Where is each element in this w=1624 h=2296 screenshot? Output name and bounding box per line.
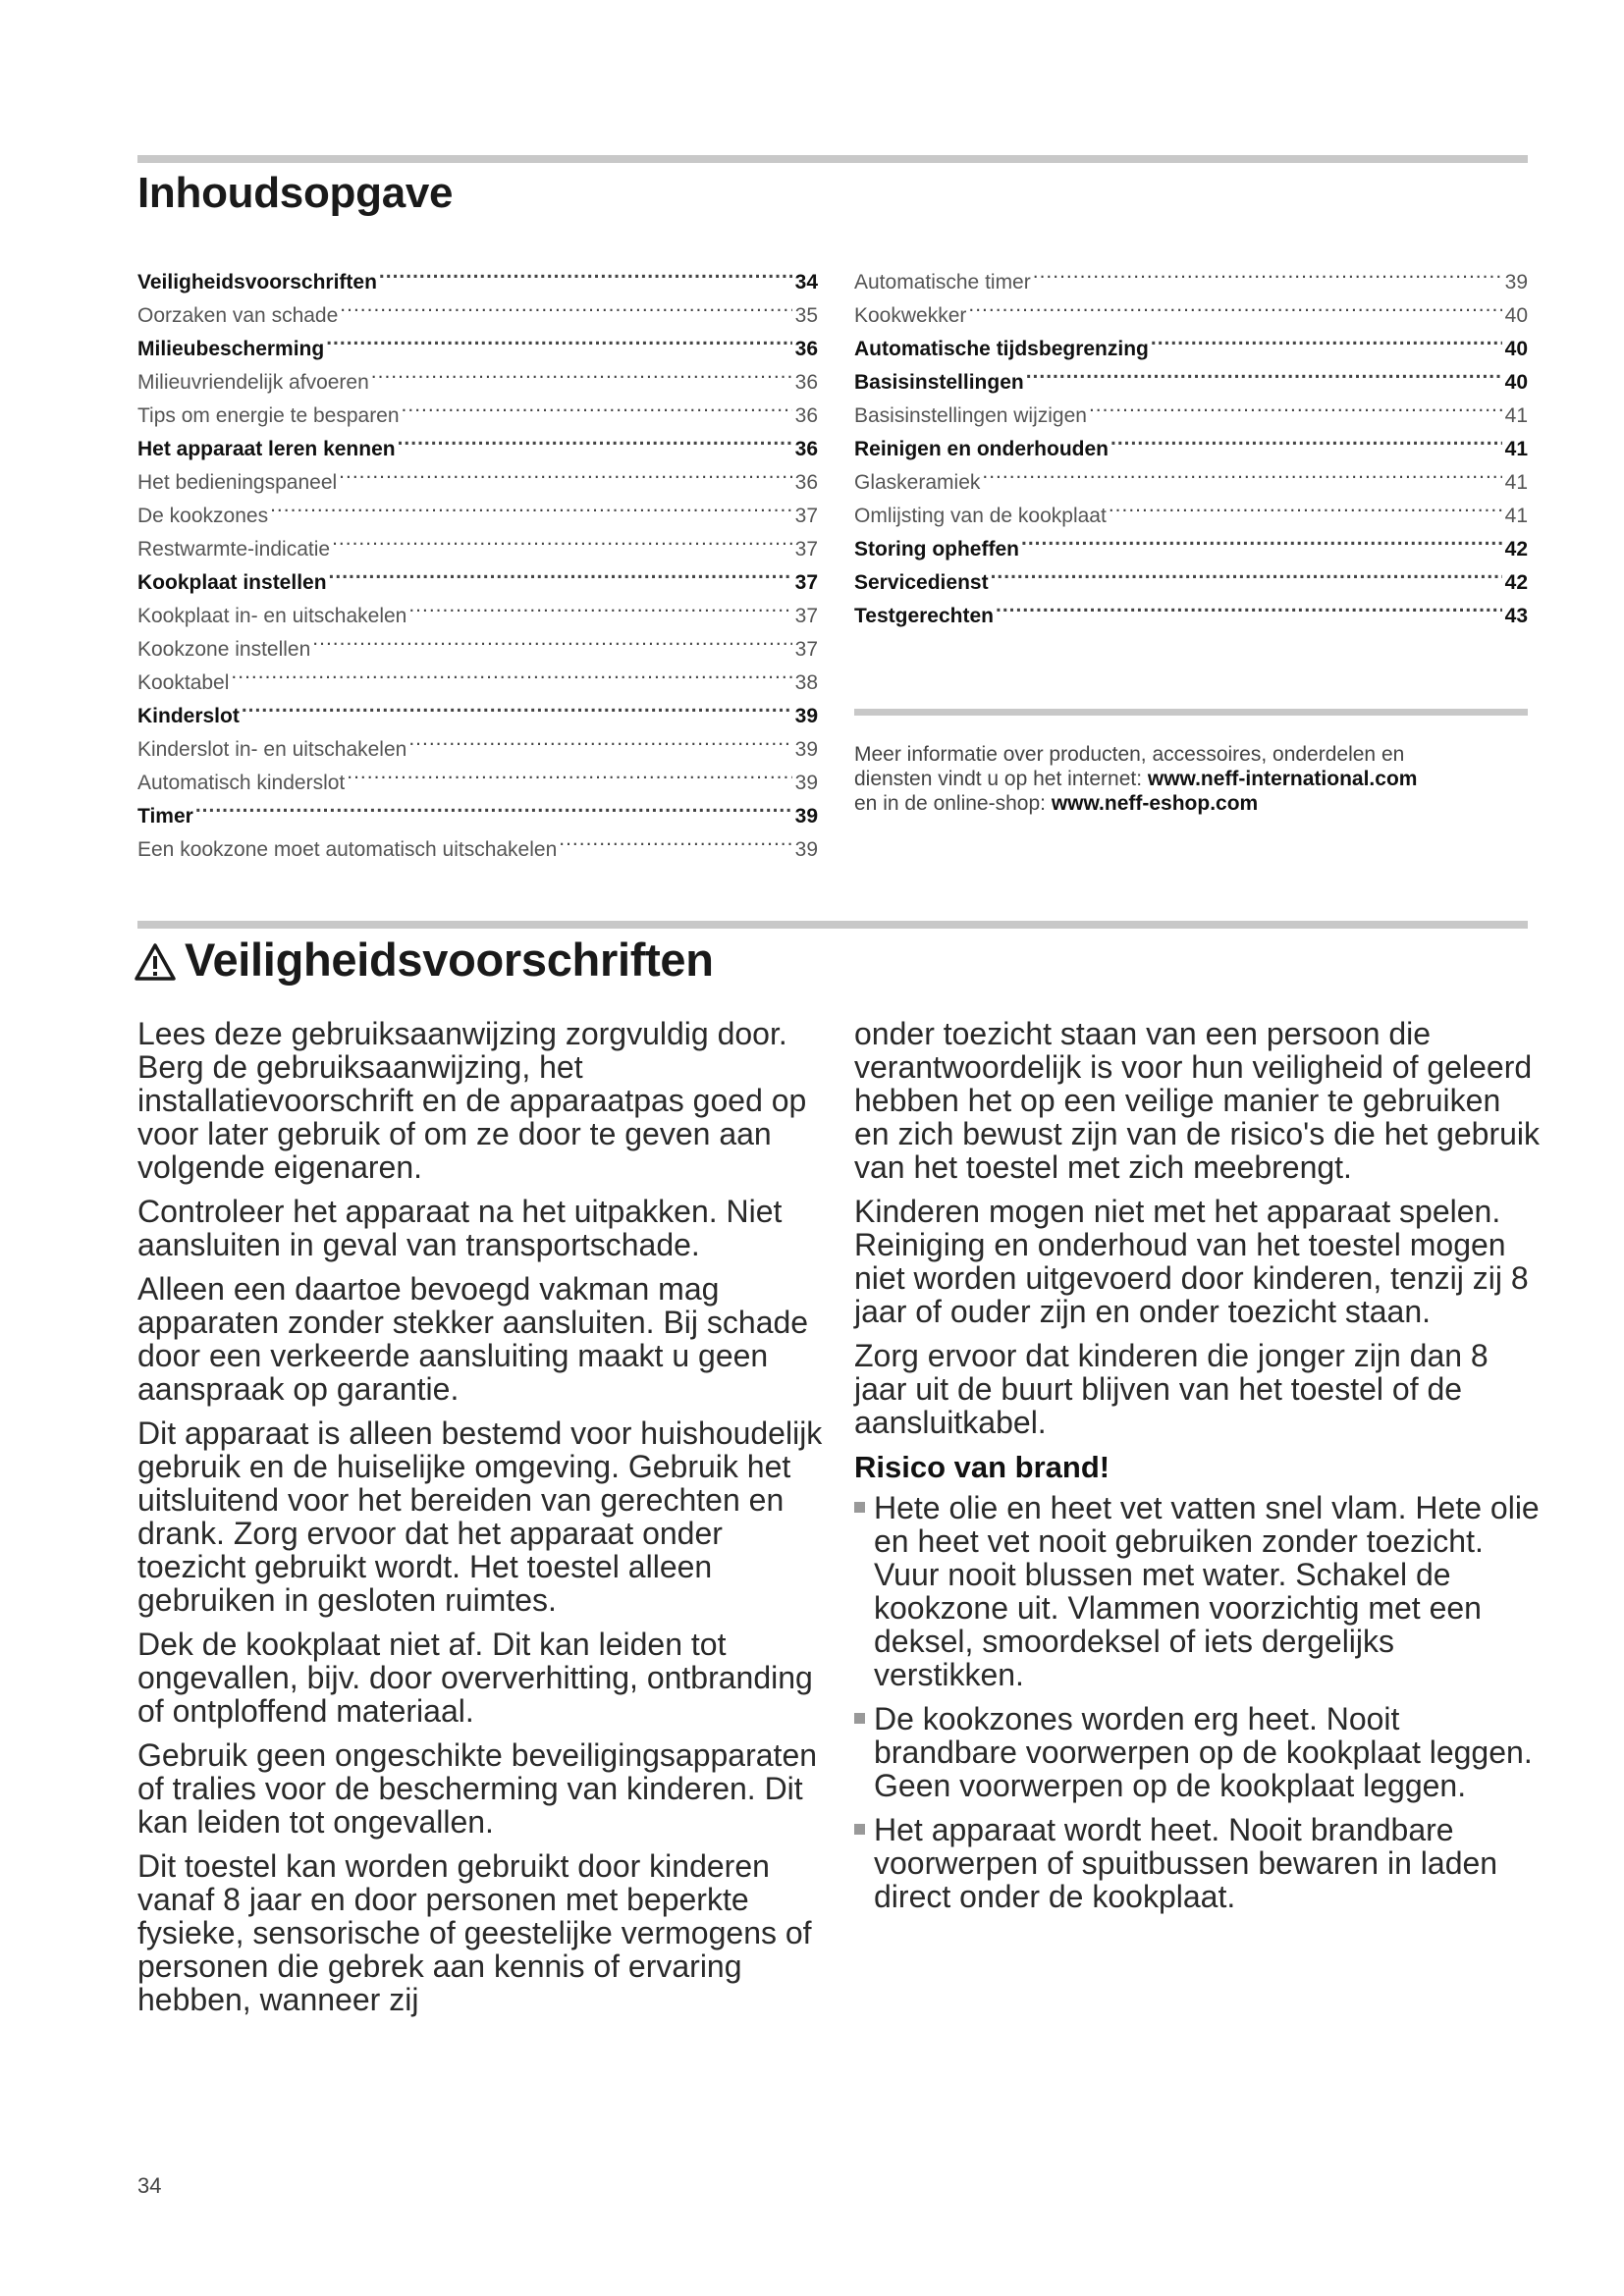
toc-entry[interactable] [137,656,818,694]
list-item-text: De kookzones worden erg heet. Nooit brandbare voorwerpen op de kookplaat leggen. Geen voorwerpen op de kookplaat leggen. [874,1701,1533,1803]
paragraph: Dek de kookplaat niet af. Dit kan leiden tot ongevallen, bijv. door oververhitting, ontbranding of ontploffend materiaal. [137,1627,813,1729]
bullet-square-icon [854,1824,865,1835]
paragraph: Controleer het apparaat na het uitpakken. Niet aansluiten in geval van transportschade. [137,1194,783,1262]
toc-entry-title: Milieubescherming [137,338,325,360]
page-number: 34 [137,2173,162,2198]
toc-entry-page: 36 [794,471,818,494]
toc-entry-title: Kookzone instellen [137,638,311,661]
toc-entry-page: 43 [1504,605,1528,627]
toc-leader-dots [326,322,791,355]
toc-entry[interactable] [137,823,818,861]
toc-entry-page: 41 [1504,404,1528,427]
toc-entry-page: 37 [794,538,818,561]
toc-entry-title: Het bedieningspaneel [137,471,338,494]
toc-entry[interactable] [137,255,818,294]
paragraph: Kinderen mogen niet met het apparaat spelen. Reiniging en onderhoud van het toestel mogen niet worden uitgevoerd door kinderen, tenzij zij 8 jaar of ouder zijn en onder toezicht staan. [854,1194,1529,1329]
toc-entry-title: Automatisch kinderslot [137,772,346,794]
toc-entry-page: 39 [1504,271,1528,294]
toc-entry-title: Kookplaat instellen [137,571,327,594]
toc-entry-page: 39 [794,805,818,828]
toc-entry-title: Kinderslot [137,705,240,727]
list-item [854,1491,1542,1691]
warning-triangle-icon [134,938,177,992]
toc-entry-page: 39 [794,738,818,761]
toc-leader-dots [1109,489,1502,522]
toc-leader-dots [991,556,1502,589]
paragraph: onder toezicht staan van een persoon die verantwoordelijk is voor hun veiligheid of geleerd hebben het op een veilige manier te gebruiken en zich bewust zijn van de risico's die het gebruik van het toestel met zich meebrengt. [854,1016,1541,1185]
info-box [854,742,1532,816]
toc-entry-page: 42 [1504,538,1528,561]
fire-risk-list [854,1491,1542,1913]
toc-entry-page: 36 [794,438,818,460]
toc-leader-dots [329,556,792,589]
toc-entry-page: 37 [794,605,818,627]
eshop-link[interactable]: www.neff-eshop.com [1051,792,1259,815]
bullet-square-icon [854,1502,865,1513]
toc-leader-dots [1089,389,1502,422]
toc-left-column [137,255,818,861]
safety-title: Veiligheidsvoorschriften [134,933,714,992]
toc-entry-title: Glaskeramiek [854,471,981,494]
paragraph: Zorg ervoor dat kinderen die jonger zijn dan 8 jaar uit de buurt blijven van het toestel of de aansluitkabel. [854,1338,1489,1440]
toc-entry[interactable] [137,789,818,828]
toc-leader-dots [1151,322,1502,355]
toc-leader-dots [195,789,792,823]
toc-entry-page: 40 [1504,371,1528,394]
toc-entry-page: 37 [794,505,818,527]
toc-entry-page: 40 [1504,304,1528,327]
list-item-text: Hete olie en heet vet vatten snel vlam. Hete olie en heet vet nooit gebruiken zonder toezicht. Vuur nooit blussen met water. Schakel de kookzone uit. Vlammen voorzichtig met een deksel, smoordeksel of iets dergelijks verstikken. [874,1490,1540,1692]
toc-entry-page: 40 [1504,338,1528,360]
safety-left-column [137,1017,825,2027]
toc-entry-title: Automatische tijdsbegrenzing [854,338,1149,360]
list-item [854,1702,1542,1802]
toc-leader-dots [1026,355,1502,389]
toc-leader-dots [339,455,791,489]
toc-right-column [854,255,1528,627]
toc-entry-title: Basisinstellingen [854,371,1024,394]
toc-leader-dots [1110,422,1502,455]
toc-entry-page: 38 [794,671,818,694]
toc-leader-dots [982,455,1501,489]
toc-entry-title: Timer [137,805,193,828]
toc-entry-page: 39 [794,772,818,794]
toc-entry-page: 39 [794,838,818,861]
paragraph: Lees deze gebruiksaanwijzing zorgvuldig door. Berg de gebruiksaanwijzing, het installatievoorschrift en de apparaatpas goed op voor later gebruik of om ze door te geven aan volgende eigenaren. [137,1016,807,1185]
toc-leader-dots [968,289,1501,322]
info-rule [854,709,1528,716]
toc-leader-dots [398,422,792,455]
toc-leader-dots [408,589,791,622]
toc-entry-title: Servicedienst [854,571,989,594]
toc-entry-page: 36 [794,338,818,360]
paragraph: Dit apparaat is alleen bestemd voor huishoudelijk gebruik en de huiselijke omgeving. Gebruik het uitsluitend voor het bereiden van gerechten en drank. Zorg ervoor dat het apparaat onder toezicht gebruikt wordt. Het toestel alleen gebruiken in gesloten ruimtes. [137,1415,823,1618]
toc-entry-page: 39 [794,705,818,727]
toc-entry-title: De kookzones [137,505,269,527]
toc-entry-title: Oorzaken van schade [137,304,339,327]
toc-leader-dots [347,756,791,789]
website-link[interactable]: www.neff-international.com [1147,768,1418,790]
toc-entry-title: Kooktabel [137,671,230,694]
toc-entry-title: Veiligheidsvoorschriften [137,271,377,294]
toc-leader-dots [332,522,792,556]
toc-leader-dots [1033,255,1502,289]
toc-entry-page: 36 [794,404,818,427]
paragraph: Alleen een daartoe bevoegd vakman mag apparaten zonder stekker aansluiten. Bij schade door een verkeerde aansluiting maakt u geen aanspraak op garantie. [137,1271,809,1407]
toc-leader-dots [270,489,792,522]
toc-entry-title: Het apparaat leren kennen [137,438,396,460]
toc-leader-dots [340,289,791,322]
safety-rule [137,921,1528,929]
toc-entry-page: 34 [794,271,818,294]
info-line-3: en in de online-shop: www.neff-eshop.com [854,792,1259,815]
toc-leader-dots [559,823,791,856]
toc-entry-title: Basisinstellingen wijzigen [854,404,1087,427]
toc-entry-page: 42 [1504,571,1528,594]
toc-entry-title: Omlijsting van de kookplaat [854,505,1107,527]
toc-leader-dots [408,722,791,756]
toc-entry[interactable] [137,689,818,727]
toc-entry-title: Automatische timer [854,271,1031,294]
list-item-text: Het apparaat wordt heet. Nooit brandbare voorwerpen of spuitbussen bewaren in laden direct onder de kookplaat. [874,1812,1498,1914]
toc-entry-title: Storing opheffen [854,538,1019,561]
toc-entry-title: Een kookzone moet automatisch uitschakelen [137,838,558,861]
toc-entry-title: Restwarmte-indicatie [137,538,331,561]
toc-entry-page: 41 [1504,505,1528,527]
toc-leader-dots [1021,522,1502,556]
paragraph: Gebruik geen ongeschikte beveiligingsapparaten of tralies voor de bescherming van kinderen. Dit kan leiden tot ongevallen. [137,1737,818,1840]
toc-entry-title: Reinigen en onderhouden [854,438,1110,460]
top-rule [137,155,1528,163]
toc-leader-dots [371,355,792,389]
toc-entry-page: 37 [794,571,818,594]
toc-leader-dots [231,656,791,689]
toc-title: Inhoudsopgave [137,169,454,217]
toc-entry-title: Kinderslot in- en uitschakelen [137,738,407,761]
list-item [854,1813,1542,1913]
info-line-2: diensten vindt u op het internet: www.neff-international.com [854,768,1418,790]
toc-entry-title: Testgerechten [854,605,994,627]
toc-leader-dots [312,622,791,656]
safety-right-column [854,1017,1542,1924]
toc-leader-dots [242,689,792,722]
info-line-1: Meer informatie over producten, accessoires, onderdelen en [854,743,1405,766]
toc-entry-page: 41 [1504,471,1528,494]
safety-right-paragraphs [854,1017,1542,1439]
toc-entry-title: Kookwekker [854,304,967,327]
toc-entry-page: 35 [794,304,818,327]
toc-entry-page: 37 [794,638,818,661]
toc-entry-page: 36 [794,371,818,394]
toc-entry-title: Tips om energie te besparen [137,404,400,427]
toc-leader-dots [379,255,792,289]
paragraph: Dit toestel kan worden gebruikt door kinderen vanaf 8 jaar en door personen met beperkte fysieke, sensorische of geestelijke vermogens of personen die gebrek aan kennis of ervaring hebben, wanneer zij [137,1848,812,2017]
toc-entry-title: Kookplaat in- en uitschakelen [137,605,407,627]
bullet-square-icon [854,1713,865,1724]
toc-entry-title: Milieuvriendelijk afvoeren [137,371,369,394]
toc-leader-dots [402,389,792,422]
toc-leader-dots [996,589,1502,622]
toc-entry[interactable] [854,255,1528,294]
toc-entry-page: 41 [1504,438,1528,460]
fire-risk-heading: Risico van brand! [854,1450,1110,1484]
